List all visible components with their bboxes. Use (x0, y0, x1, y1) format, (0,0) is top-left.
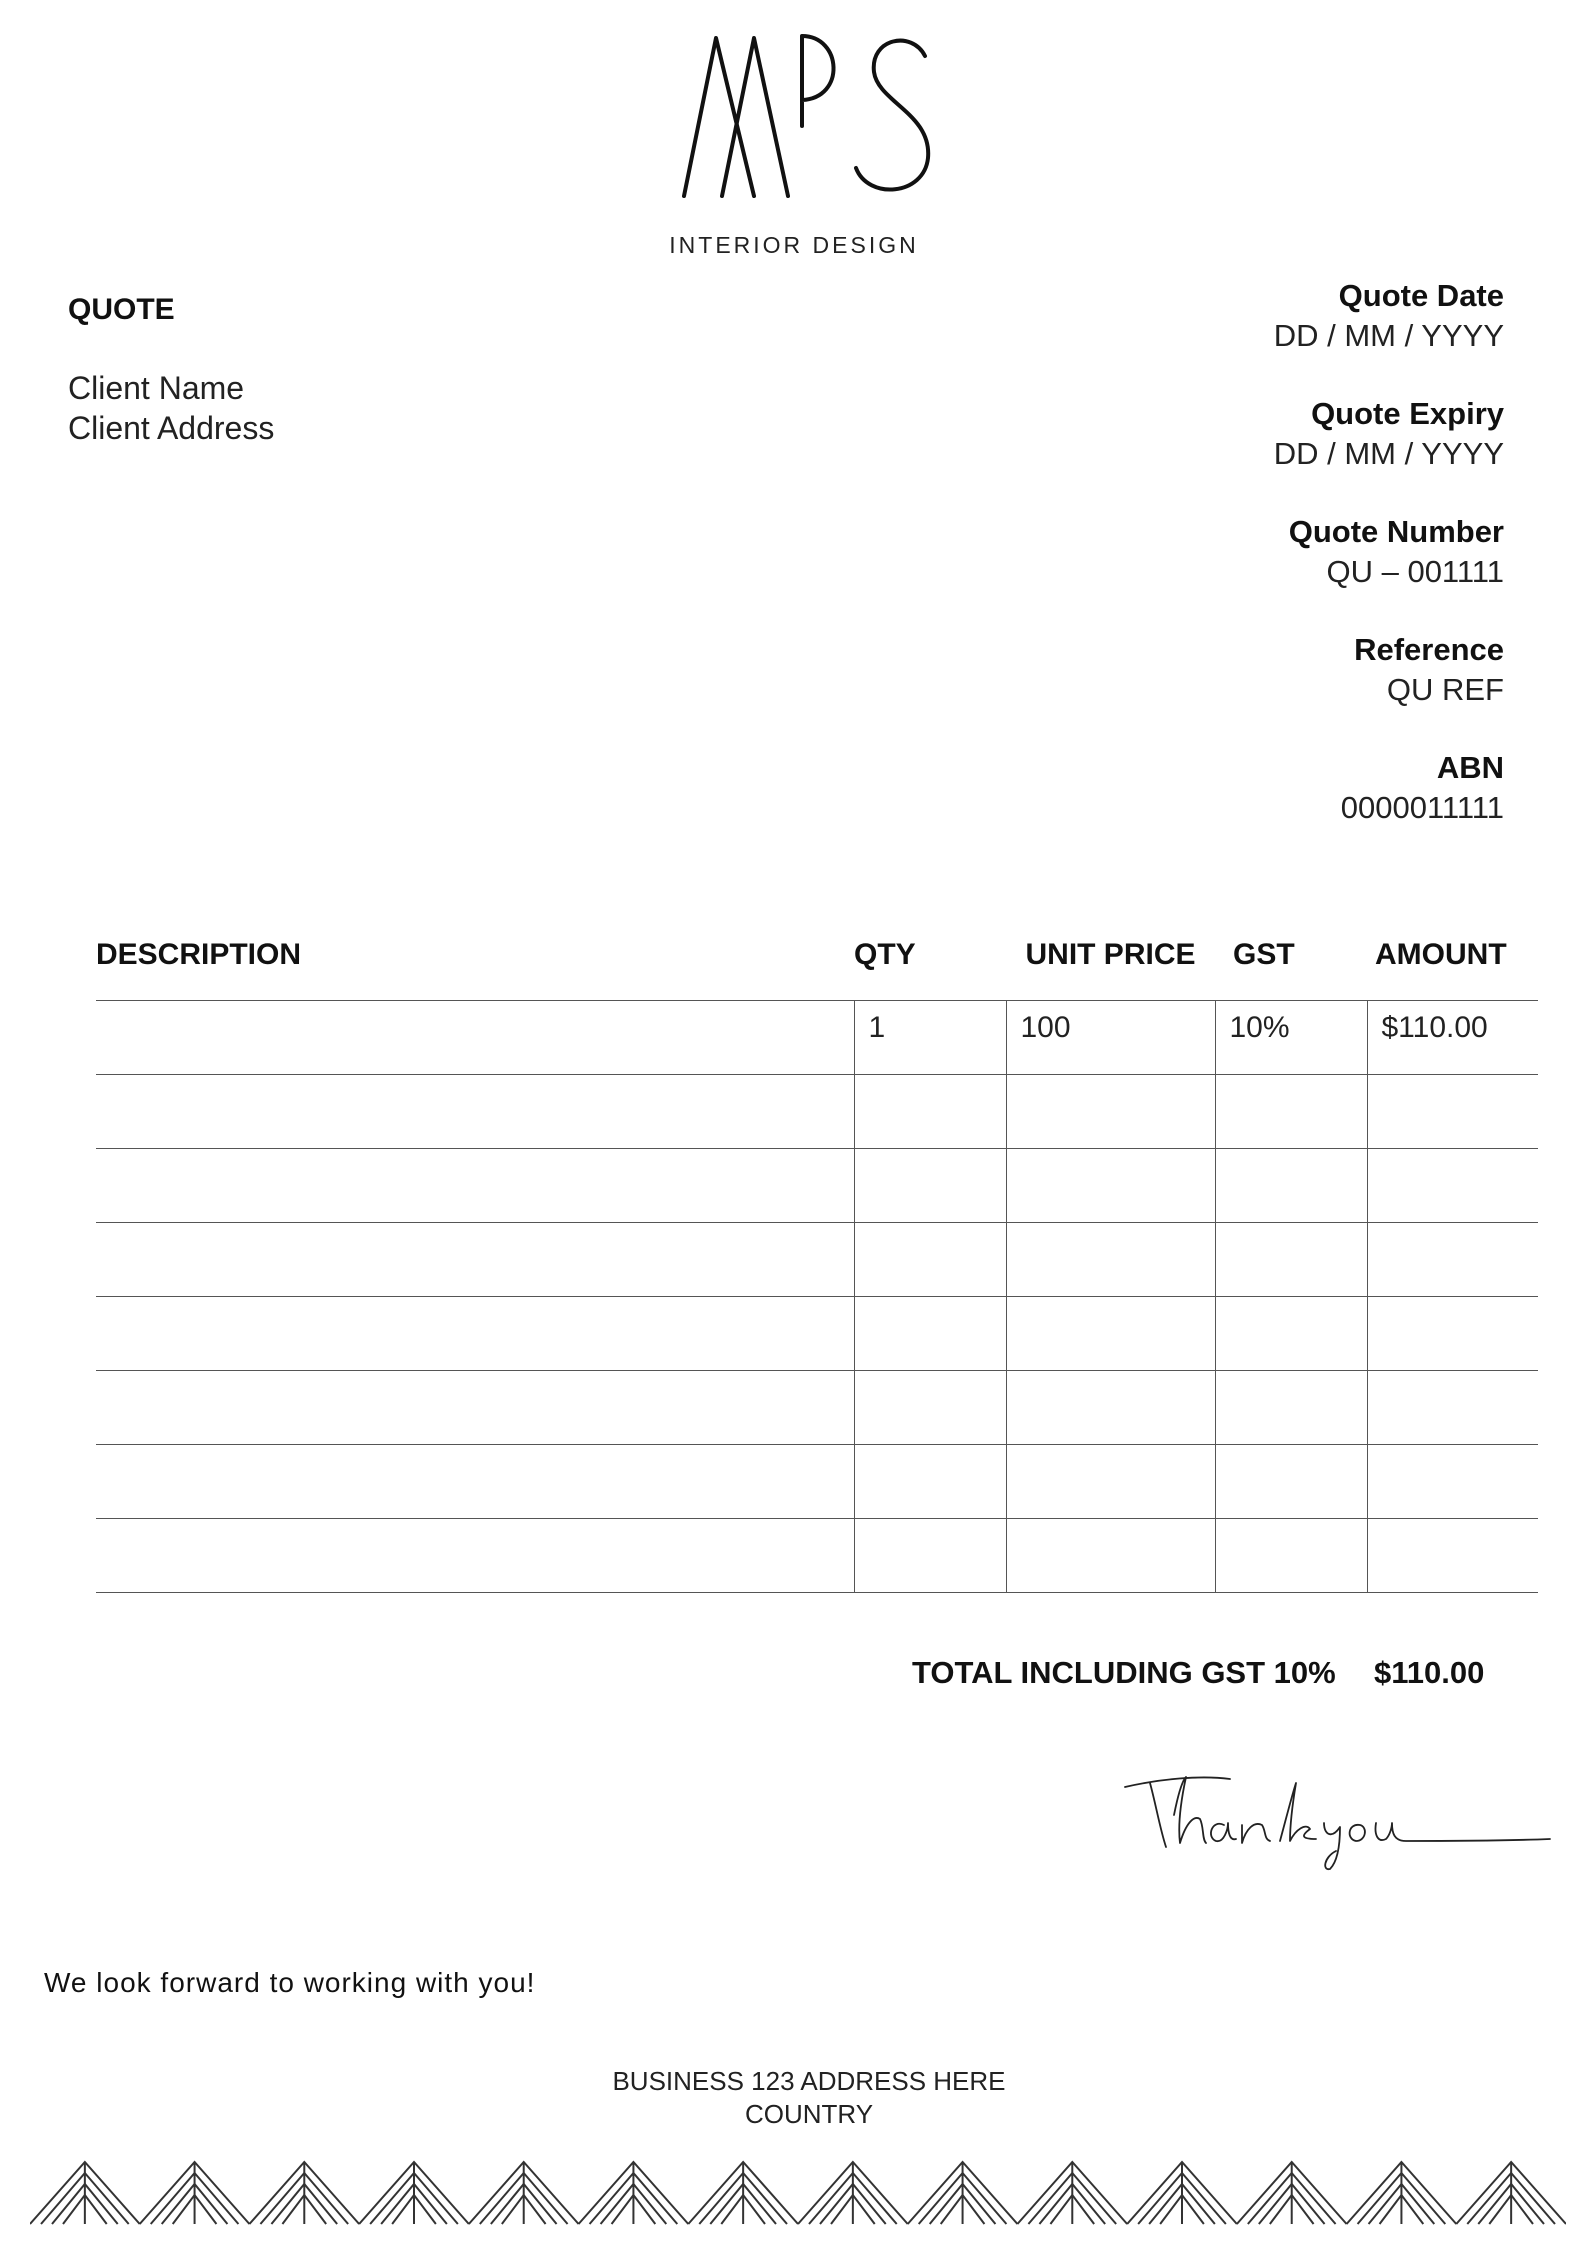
cell-description (96, 1075, 854, 1149)
meta-value: QU REF (1386, 672, 1504, 707)
thank-you-signature (1120, 1765, 1560, 1875)
cell-unit-price (1006, 1445, 1215, 1519)
chevron-motif (798, 2162, 908, 2224)
table-row (96, 1445, 1538, 1519)
client-name: Client Name (68, 370, 245, 406)
cell-gst (1215, 1445, 1367, 1519)
chevron-motif (249, 2162, 359, 2224)
meta-label: Quote Expiry (1311, 396, 1504, 431)
cell-gst (1215, 1075, 1367, 1149)
table-row (96, 1223, 1538, 1297)
meta-abn (1004, 748, 1504, 828)
brand-tagline: INTERIOR DESIGN (669, 232, 919, 258)
chevron-motif (1347, 2162, 1457, 2224)
cell-qty (854, 1371, 1006, 1445)
cell-qty (854, 1075, 1006, 1149)
document-title: QUOTE (68, 293, 175, 326)
closing-message: We look forward to working with you! (44, 1967, 536, 1998)
cell-gst (1215, 1371, 1367, 1445)
table-row (96, 1149, 1538, 1223)
meta-label: Quote Date (1338, 278, 1504, 313)
chevron-motif (1127, 2162, 1237, 2224)
cell-gst (1215, 1297, 1367, 1371)
meta-value: 0000011111 (1340, 790, 1504, 825)
meta-quote-number (1004, 512, 1504, 592)
cell-qty (854, 1445, 1006, 1519)
table-row (96, 1297, 1538, 1371)
cell-description (96, 1149, 854, 1223)
quote-meta (1004, 276, 1504, 866)
table-row (96, 1371, 1538, 1445)
chevron-motif (908, 2162, 1018, 2224)
cell-qty (854, 1519, 1006, 1593)
header-qty: QTY (854, 920, 1006, 1001)
business-address: BUSINESS 123 ADDRESS HERE (612, 2066, 1006, 2096)
table-row (96, 1001, 1538, 1075)
cell-qty (854, 1149, 1006, 1223)
chevron-motif (469, 2162, 579, 2224)
chevron-motif (1017, 2162, 1127, 2224)
chevron-motif (30, 2162, 140, 2224)
table-row (96, 1075, 1538, 1149)
client-address: Client Address (68, 410, 275, 446)
cell-unit-price (1006, 1223, 1215, 1297)
meta-reference (1004, 630, 1504, 710)
cell-gst: 10% (1215, 1001, 1367, 1075)
cell-description (96, 1519, 854, 1593)
cell-description (96, 1445, 854, 1519)
cell-amount: $110.00 (1367, 1001, 1538, 1075)
chevron-motif (688, 2162, 798, 2224)
cell-unit-price (1006, 1075, 1215, 1149)
chevron-motif (1456, 2162, 1566, 2224)
header-gst: GST (1215, 920, 1367, 1001)
chevron-motif (359, 2162, 469, 2224)
table-header-row (96, 920, 1538, 1001)
total-label: TOTAL INCLUDING GST 10% (912, 1655, 1336, 1690)
cell-unit-price (1006, 1297, 1215, 1371)
header-description: DESCRIPTION (96, 920, 854, 1001)
total-value: $110.00 (1374, 1655, 1485, 1690)
meta-label: ABN (1436, 750, 1504, 785)
cell-amount (1367, 1223, 1538, 1297)
cell-amount (1367, 1297, 1538, 1371)
meta-value: DD / MM / YYYY (1273, 436, 1504, 471)
cell-qty (854, 1223, 1006, 1297)
line-items-table (96, 920, 1538, 1593)
cell-unit-price (1006, 1519, 1215, 1593)
meta-value: DD / MM / YYYY (1273, 318, 1504, 353)
header-amount: AMOUNT (1367, 920, 1538, 1001)
meta-label: Reference (1354, 632, 1504, 667)
cell-unit-price (1006, 1149, 1215, 1223)
chevron-motif (140, 2162, 250, 2224)
meta-label: Quote Number (1288, 514, 1504, 549)
cell-amount (1367, 1075, 1538, 1149)
meta-value: QU – 001111 (1326, 554, 1504, 589)
cell-gst (1215, 1149, 1367, 1223)
table-row (96, 1519, 1538, 1593)
header-unit-price: UNIT PRICE (1006, 920, 1215, 1001)
cell-qty: 1 (854, 1001, 1006, 1075)
cell-qty (854, 1297, 1006, 1371)
cell-description (96, 1297, 854, 1371)
cell-unit-price: 100 (1006, 1001, 1215, 1075)
cell-description (96, 1223, 854, 1297)
brand-logo (670, 28, 940, 208)
cell-gst (1215, 1519, 1367, 1593)
cell-description (96, 1001, 854, 1075)
cell-amount (1367, 1445, 1538, 1519)
cell-amount (1367, 1149, 1538, 1223)
meta-quote-expiry (1004, 394, 1504, 474)
cell-gst (1215, 1223, 1367, 1297)
chevron-motif (579, 2162, 689, 2224)
chevron-motif (1237, 2162, 1347, 2224)
cell-amount (1367, 1519, 1538, 1593)
decorative-chevron-border (30, 2158, 1566, 2226)
cell-amount (1367, 1371, 1538, 1445)
cell-description (96, 1371, 854, 1445)
cell-unit-price (1006, 1371, 1215, 1445)
meta-quote-date (1004, 276, 1504, 356)
business-country: COUNTRY (744, 2099, 874, 2129)
